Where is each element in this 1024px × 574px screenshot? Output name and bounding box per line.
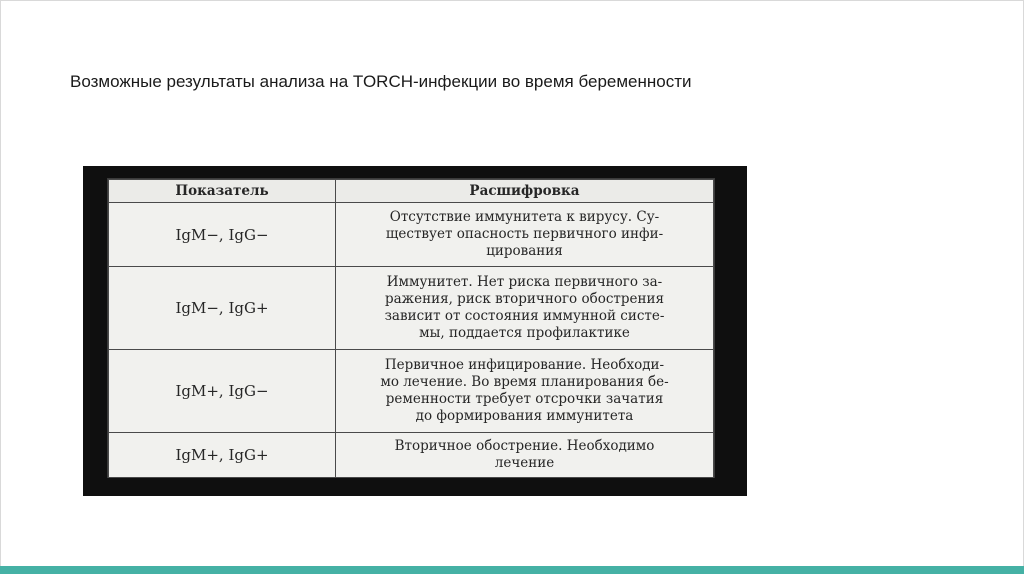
results-table	[108, 179, 714, 478]
description-line: Вторичное обострение. Необходимо	[394, 438, 655, 454]
row-code: IgM+, IgG+	[109, 433, 336, 478]
header-indicator: Показатель	[109, 180, 336, 203]
description-line: Отсутствие иммунитета к вирусу. Су-	[389, 209, 660, 225]
description-line: лечение	[494, 455, 555, 471]
slide-title: Возможные результаты анализа на TORCH-инфекции во время беременности	[70, 72, 692, 91]
description-line: ременности требует отсрочки зачатия	[385, 391, 664, 407]
row-description	[336, 267, 714, 350]
description-line: мы, поддается профилактике	[419, 325, 630, 341]
table-row	[109, 350, 714, 433]
description-line: до формирования иммунитета	[415, 408, 634, 424]
row-description	[336, 433, 714, 478]
row-code: IgM−, IgG+	[109, 267, 336, 350]
description-line: зависит от состояния иммунной систе-	[384, 308, 665, 324]
description-line: ражения, риск вторичного обострения	[384, 291, 665, 307]
description-line: Первичное инфицирование. Необходи-	[384, 357, 665, 373]
table-row	[109, 203, 714, 267]
row-code: IgM+, IgG−	[109, 350, 336, 433]
accent-bar	[0, 566, 1024, 574]
row-code: IgM−, IgG−	[109, 203, 336, 267]
description-line: цирования	[486, 243, 563, 259]
header-interpretation: Расшифровка	[336, 180, 714, 203]
results-table-wrap	[107, 178, 715, 478]
description-line: мо лечение. Во время планирования бе-	[380, 374, 669, 390]
description-line: ществует опасность первичного инфи-	[385, 226, 664, 242]
row-description	[336, 203, 714, 267]
table-row	[109, 267, 714, 350]
table-header-row	[109, 180, 714, 203]
row-description	[336, 350, 714, 433]
table-row	[109, 433, 714, 478]
table-image	[83, 166, 747, 496]
description-line: Иммунитет. Нет риска первичного за-	[386, 274, 663, 290]
